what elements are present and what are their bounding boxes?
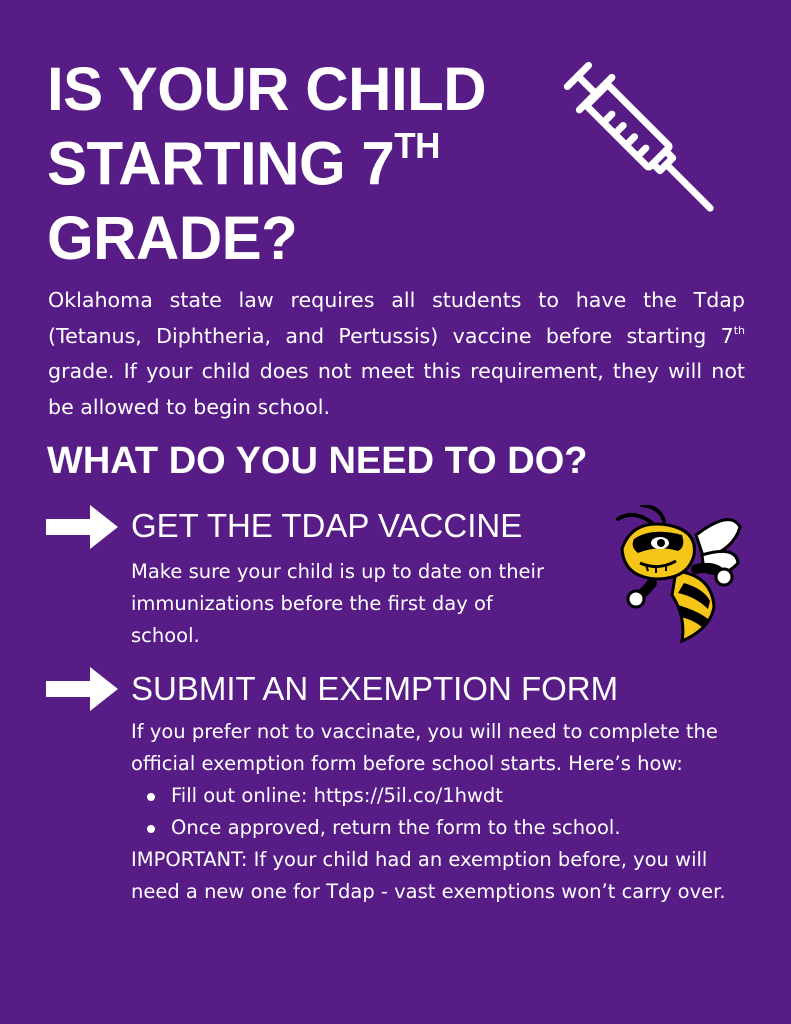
bullet-fill-out-online: Fill out online: https://5il.co/1hwdt (131, 780, 731, 812)
headline (47, 52, 547, 275)
right-arrow-icon (46, 505, 118, 549)
step-1-body: Make sure your child is up to date on their immunizations before the first day of school. (131, 560, 544, 647)
right-arrow-icon (46, 667, 118, 711)
bullet-return-form: Once approved, return the form to the school. (131, 812, 731, 844)
headline-superscript: TH (394, 126, 440, 167)
section-title: WHAT DO YOU NEED TO DO? (47, 440, 588, 482)
step-2-title: SUBMIT AN EXEMPTION FORM (131, 670, 619, 707)
syringe-icon (548, 46, 738, 236)
intro-superscript: th (733, 323, 745, 337)
step-1-title: GET THE TDAP VACCINE (131, 507, 523, 544)
yellow-jacket-mascot-icon (612, 505, 744, 643)
headline-line-2 (47, 126, 547, 200)
step-2-bullets (131, 780, 731, 844)
important-note: IMPORTANT: If your child had an exemption before, you will need a new one for Tdap - vast exemptions won’t carry over. (131, 848, 726, 903)
headline-line-2-text: STARTING 7 (47, 129, 395, 198)
headline-line-3: GRADE? (47, 203, 298, 273)
intro-paragraph (48, 283, 745, 425)
intro-part-2: grade. If your child does not meet this requirement, they will not be allowed to begin school. (48, 359, 745, 419)
headline-line-1: IS YOUR CHILD (47, 54, 487, 124)
step-2-body: If you prefer not to vaccinate, you will need to complete the official exemption form before school starts. Here’s how: (131, 720, 718, 775)
intro-part-1: Oklahoma state law requires all students to have the Tdap (Tetanus, Diphtheria, and Pertussis) vaccine before starting 7 (48, 288, 745, 348)
step-2-content (131, 716, 731, 908)
